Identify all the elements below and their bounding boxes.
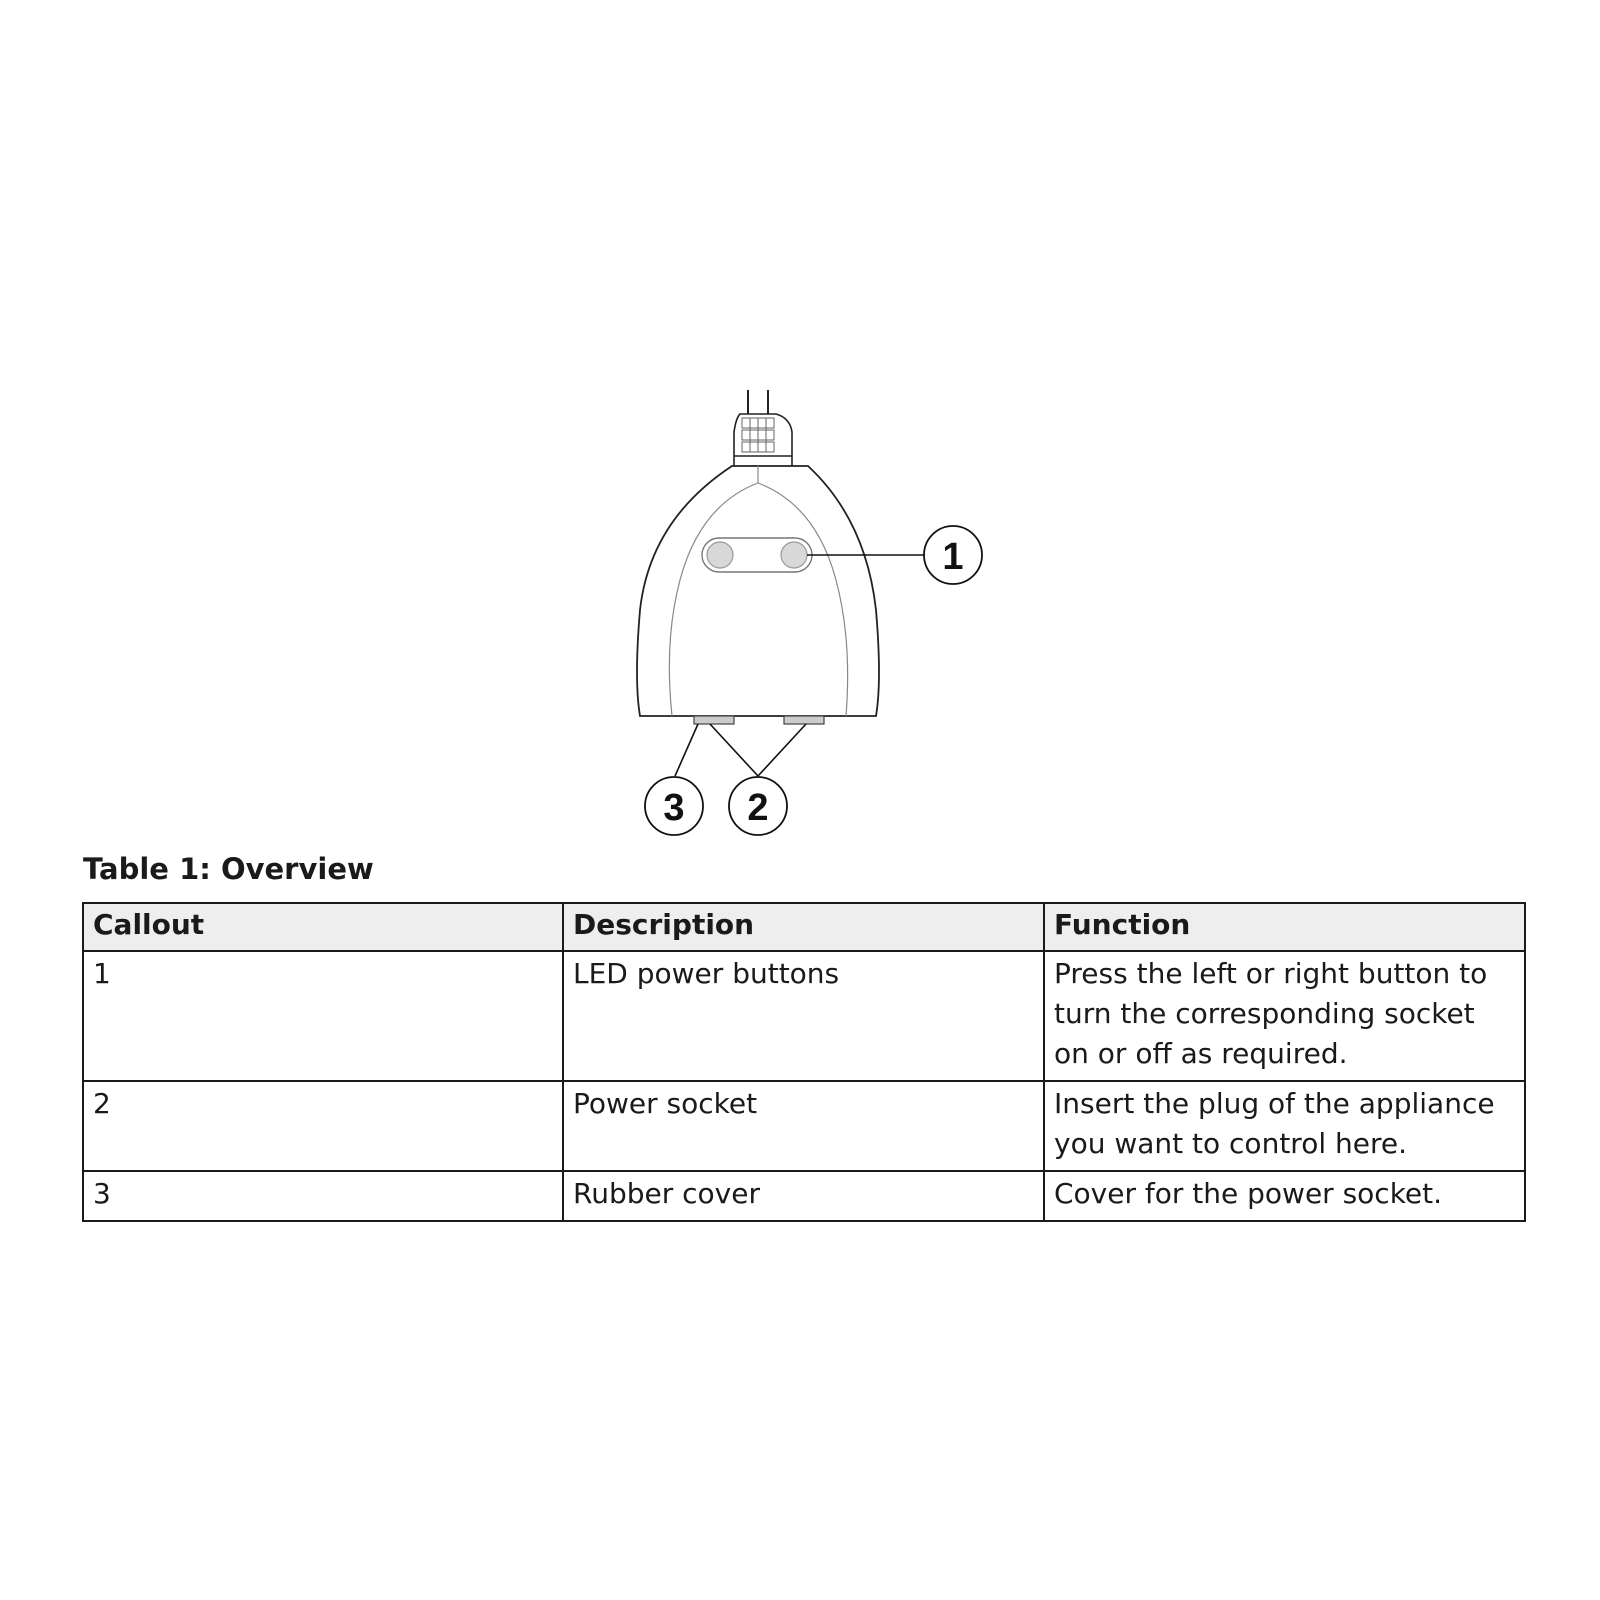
plug-body xyxy=(637,466,879,716)
cell-function: Insert the plug of the appliance you want to control here. xyxy=(1044,1081,1525,1171)
cell-function: Press the left or right button to turn the corresponding socket on or off as required. xyxy=(1044,951,1525,1081)
cell-callout: 2 xyxy=(83,1081,563,1171)
svg-text:2: 2 xyxy=(747,787,769,829)
header-callout: Callout xyxy=(83,903,563,951)
cable-strain-relief xyxy=(734,414,792,468)
svg-text:3: 3 xyxy=(663,787,685,829)
table-header-row xyxy=(83,903,1525,951)
callout-1 xyxy=(924,526,982,584)
cell-description: Power socket xyxy=(563,1081,1044,1171)
table-row xyxy=(83,951,1525,1081)
cell-function: Cover for the power socket. xyxy=(1044,1171,1525,1221)
cell-callout: 3 xyxy=(83,1171,563,1221)
cell-description: LED power buttons xyxy=(563,951,1044,1081)
table-caption: Table 1: Overview xyxy=(83,852,374,886)
power-sockets xyxy=(694,716,824,724)
callout-2 xyxy=(729,777,787,835)
header-description: Description xyxy=(563,903,1044,951)
table-row xyxy=(83,1081,1525,1171)
overview-table xyxy=(82,902,1526,1222)
callout-3 xyxy=(645,777,703,835)
svg-text:1: 1 xyxy=(942,536,964,578)
header-function: Function xyxy=(1044,903,1525,951)
cell-description: Rubber cover xyxy=(563,1171,1044,1221)
led-power-buttons xyxy=(702,538,812,572)
cell-callout: 1 xyxy=(83,951,563,1081)
table-row xyxy=(83,1171,1525,1221)
